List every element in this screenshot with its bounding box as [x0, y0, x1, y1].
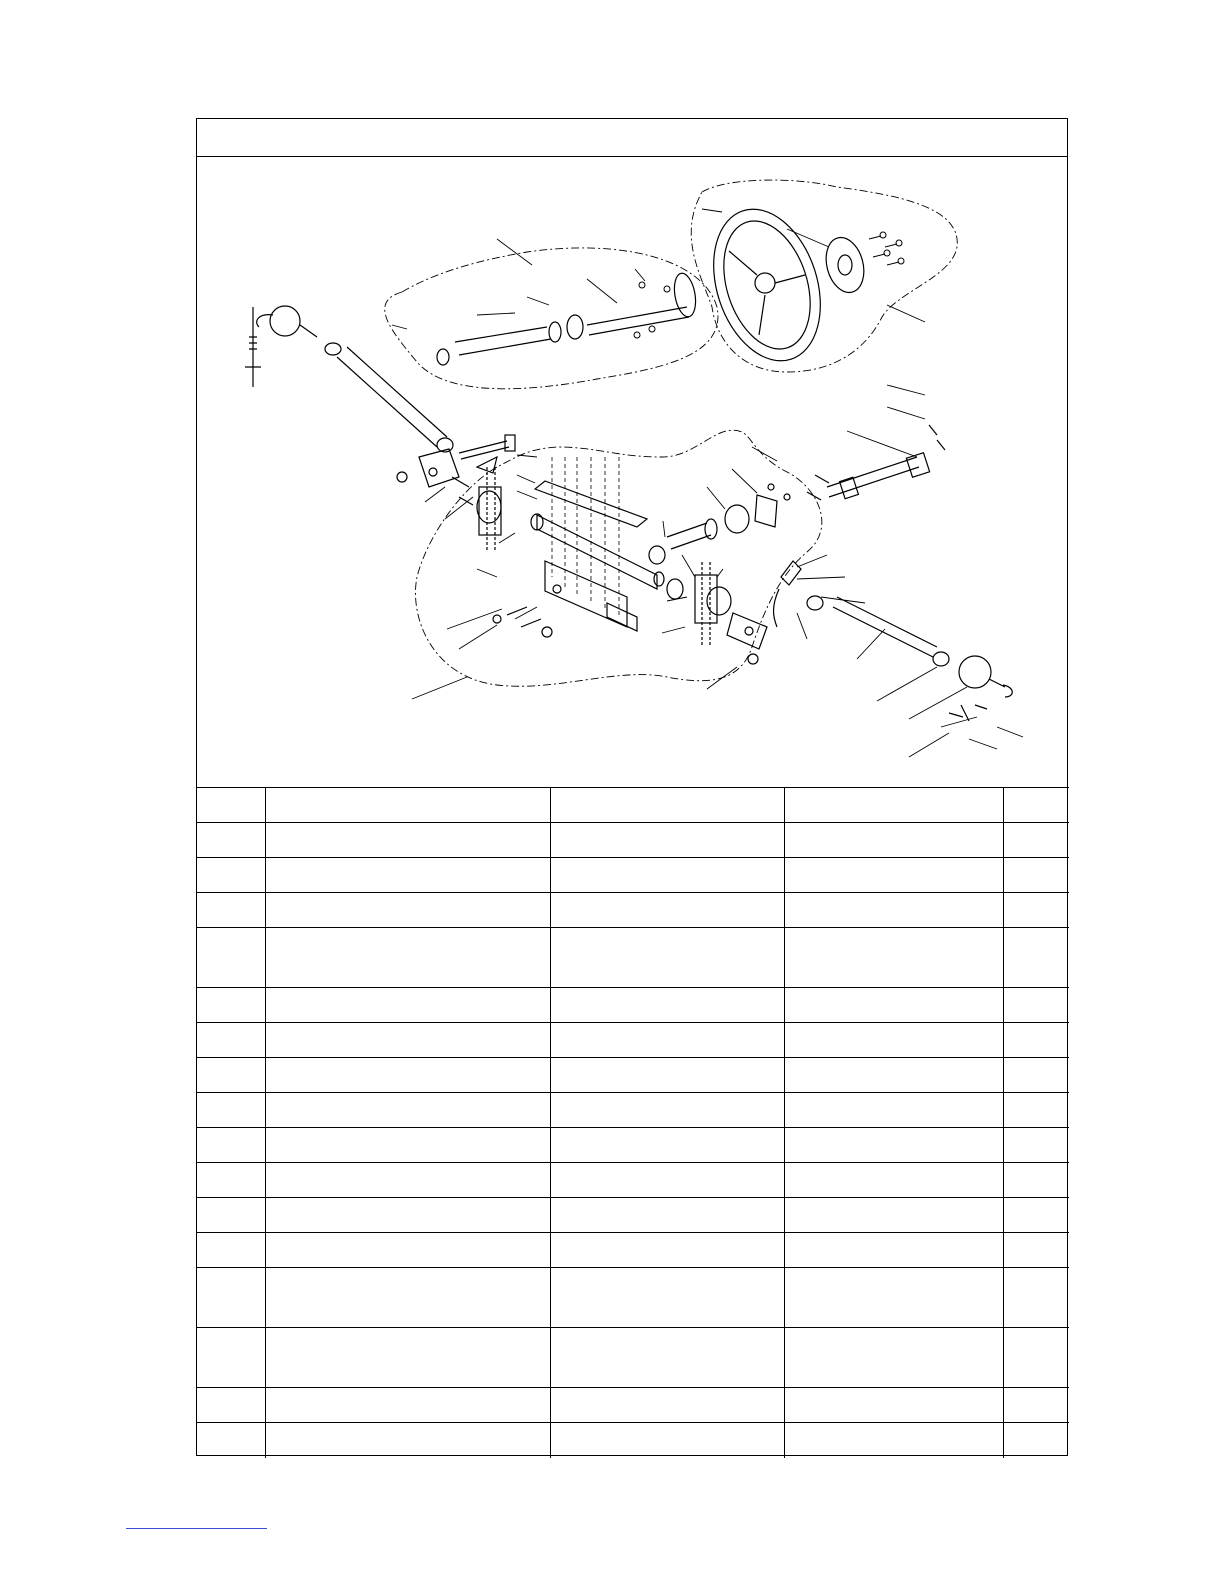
table-cell: [265, 988, 550, 1023]
table-cell: [784, 1423, 1003, 1458]
table-cell: [550, 893, 784, 928]
table-cell: [1003, 1268, 1069, 1328]
table-cell: [784, 1388, 1003, 1423]
table-cell: [265, 1093, 550, 1128]
table-cell: [550, 1093, 784, 1128]
steering-wheel-part: [695, 195, 838, 374]
table-cell: [1003, 1163, 1069, 1198]
table-row: [197, 928, 1069, 988]
table-cell: [550, 1058, 784, 1093]
table-cell: [1003, 893, 1069, 928]
table-cell: [784, 893, 1003, 928]
parts-list-table: [197, 787, 1069, 1458]
table-row: [197, 1023, 1069, 1058]
table-row: [197, 1128, 1069, 1163]
right-yoke-part: [727, 613, 767, 664]
table-cell: [197, 1198, 265, 1233]
table-cell: [784, 1328, 1003, 1388]
table-cell: [550, 858, 784, 893]
table-cell: [265, 1128, 550, 1163]
table-cell: [265, 858, 550, 893]
table-cell: [784, 1058, 1003, 1093]
steering-assembly-drawing: [197, 157, 1069, 787]
table-cell: [550, 1388, 784, 1423]
left-bracket-part: [477, 467, 501, 552]
pinion-part: [649, 484, 790, 564]
table-cell: [1003, 823, 1069, 858]
hub-plate-part: [820, 233, 869, 296]
table-cell: [197, 858, 265, 893]
table-cell: [550, 1233, 784, 1268]
table-cell: [1003, 1233, 1069, 1268]
table-cell: [1003, 1093, 1069, 1128]
table-cell: [550, 1423, 784, 1458]
table-cell: [197, 1128, 265, 1163]
table-cell: [550, 823, 784, 858]
table-cell: [265, 1328, 550, 1388]
table-cell: [550, 1328, 784, 1388]
table-cell: [197, 928, 265, 988]
table-row: [197, 1198, 1069, 1233]
rack-top-plate-part: [535, 457, 647, 615]
table-cell: [265, 1163, 550, 1198]
table-row: [197, 1093, 1069, 1128]
footer-link-rule: [126, 1528, 267, 1529]
table-cell: [550, 1268, 784, 1328]
table-cell: [197, 1328, 265, 1388]
table-cell: [265, 1423, 550, 1458]
header-cell: [265, 788, 550, 823]
table-cell: [550, 1198, 784, 1233]
table-cell: [197, 988, 265, 1023]
parts-sheet: [196, 118, 1068, 1456]
table-cell: [550, 1128, 784, 1163]
table-body: [197, 823, 1069, 1458]
table-cell: [1003, 1388, 1069, 1423]
table-cell: [1003, 1023, 1069, 1058]
table-cell: [784, 1198, 1003, 1233]
table-cell: [550, 1023, 784, 1058]
column-tube-part: [437, 315, 583, 365]
table-row: [197, 988, 1069, 1023]
table-cell: [197, 1388, 265, 1423]
table-cell: [197, 1233, 265, 1268]
column-nuts-part: [634, 282, 670, 338]
table-row: [197, 1058, 1069, 1093]
table-cell: [550, 928, 784, 988]
table-cell: [784, 823, 1003, 858]
table-cell: [1003, 1128, 1069, 1163]
header-cell: [784, 788, 1003, 823]
table-cell: [1003, 1328, 1069, 1388]
table-row: [197, 858, 1069, 893]
wheel-bolts-part: [869, 232, 904, 265]
header-cell: [197, 788, 265, 823]
sheet-title: [197, 119, 1067, 157]
table-cell: [784, 1093, 1003, 1128]
table-row: [197, 823, 1069, 858]
table-cell: [265, 1198, 550, 1233]
left-yoke-part: [397, 449, 473, 505]
left-tie-rod-part: [245, 306, 453, 452]
table-cell: [197, 1093, 265, 1128]
table-cell: [784, 1268, 1003, 1328]
right-tie-rod-part: [774, 561, 1013, 721]
table-cell: [265, 1388, 550, 1423]
rack-housing-part: [493, 514, 657, 637]
table-cell: [197, 1058, 265, 1093]
table-cell: [265, 928, 550, 988]
column-shaft-part: [587, 272, 699, 335]
table-cell: [197, 1163, 265, 1198]
table-cell: [265, 823, 550, 858]
group-outline-wheel: [691, 180, 957, 372]
table-cell: [1003, 988, 1069, 1023]
table-cell: [265, 893, 550, 928]
header-cell: [1003, 788, 1069, 823]
table-cell: [784, 1128, 1003, 1163]
table-row: [197, 1233, 1069, 1268]
table-row: [197, 893, 1069, 928]
table-cell: [197, 893, 265, 928]
table-row: [197, 1388, 1069, 1423]
table-cell: [1003, 858, 1069, 893]
table-cell: [1003, 1423, 1069, 1458]
table-cell: [197, 823, 265, 858]
table-cell: [550, 1163, 784, 1198]
group-outline-column: [385, 248, 718, 389]
table-cell: [265, 1023, 550, 1058]
intermediate-shaft-part: [807, 425, 945, 500]
table-cell: [1003, 1198, 1069, 1233]
table-cell: [1003, 928, 1069, 988]
table-cell: [550, 988, 784, 1023]
table-header-row: [197, 788, 1069, 823]
table-cell: [265, 1233, 550, 1268]
table-cell: [265, 1268, 550, 1328]
table-cell: [784, 1163, 1003, 1198]
table-cell: [784, 858, 1003, 893]
exploded-view-diagram: [197, 157, 1067, 787]
table-row: [197, 1328, 1069, 1388]
table-cell: [784, 988, 1003, 1023]
table-cell: [784, 1023, 1003, 1058]
table-row: [197, 1268, 1069, 1328]
table-cell: [784, 928, 1003, 988]
right-bracket-part: [654, 562, 731, 647]
table-row: [197, 1423, 1069, 1458]
table-cell: [197, 1423, 265, 1458]
table-row: [197, 1163, 1069, 1198]
table-cell: [197, 1268, 265, 1328]
table-cell: [197, 1023, 265, 1058]
table-cell: [784, 1233, 1003, 1268]
table-cell: [1003, 1058, 1069, 1093]
table-cell: [265, 1058, 550, 1093]
header-cell: [550, 788, 784, 823]
